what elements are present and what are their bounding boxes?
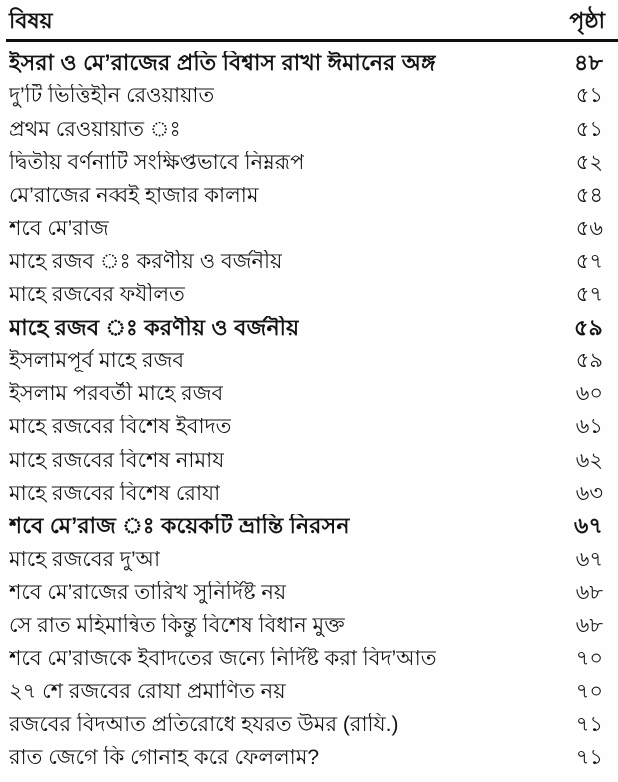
toc-entry	[0, 576, 618, 609]
toc-entry-title: ইসলাম পরবর্তী মাহে রজব	[9, 382, 224, 406]
toc-entry	[0, 245, 618, 278]
toc-entry-title: মাহে রজবের দু’আ	[9, 547, 161, 571]
toc-entry	[0, 377, 618, 410]
toc-entry	[0, 675, 618, 708]
toc-entry-page: ৬০	[575, 382, 603, 406]
toc-entry	[0, 444, 618, 477]
toc-entry	[0, 741, 618, 774]
toc-entry	[0, 278, 618, 311]
toc-entry	[0, 311, 618, 344]
toc-entry-page: ৫৪	[575, 183, 603, 207]
toc-entry-title: মাহে রজবের বিশেষ নামায	[9, 448, 225, 472]
toc-entry	[0, 543, 618, 576]
toc-entry-page: ৬৩	[575, 481, 603, 505]
toc-entry-page: ৫৯	[574, 314, 603, 340]
toc-entry-page: ৫১	[575, 117, 603, 141]
toc-entry	[0, 146, 618, 179]
toc-entry-title: প্রথম রেওয়ায়াত ঃ	[9, 117, 181, 141]
toc-entry	[0, 708, 618, 741]
toc-entry-title: মাহে রজব ঃ করণীয় ও বর্জনীয়	[9, 249, 283, 273]
toc-entry-title: ইসরা ও মে’রাজের প্রতি বিশ্বাস রাখা ঈমানের অঙ্গ	[9, 50, 436, 75]
toc-entry-title: দু’টি ভিত্তিহীন রেওয়ায়াত	[9, 84, 215, 108]
toc-entry-page: ৫৯	[575, 349, 603, 373]
toc-entry-page: ৫১	[575, 84, 603, 108]
toc-entry-title: মাহে রজব ঃ করণীয় ও বর্জনীয়	[9, 315, 300, 340]
toc-entry	[0, 642, 618, 675]
toc-entry-title: মাহে রজবের বিশেষ ইবাদত	[9, 415, 232, 439]
toc-entry-page: ৬৮	[575, 580, 603, 604]
toc-entry-title: রজবের বিদআত প্রতিরোধে হযরত উমর (রাযি.)	[9, 713, 399, 737]
toc-entry-title: শবে মে’রাজ	[9, 216, 109, 240]
toc-entry-page: ৭০	[575, 647, 603, 671]
toc-entry-page: ৬৮	[575, 613, 603, 637]
toc-entry-title: দ্বিতীয় বর্ণনাটি সংক্ষিপ্তভাবে নিম্নরূপ	[9, 150, 305, 174]
toc-entry	[0, 179, 618, 212]
toc-entry	[0, 113, 618, 146]
toc-entry	[0, 477, 618, 510]
toc-entry-page: ৫৭	[575, 283, 603, 307]
toc-entry-page: ৭০	[575, 680, 603, 704]
toc-entry-page: ৫৬	[575, 216, 603, 240]
toc-entry	[0, 344, 618, 377]
toc-entry	[0, 46, 618, 79]
toc-entry-title: ২৭ শে রজবের রোযা প্রমাণিত নয়	[9, 680, 286, 704]
toc-entry-page: ৫৭	[575, 249, 603, 273]
toc-entry-page: ৪৮	[574, 49, 603, 75]
toc-entry-page: ৭১	[575, 746, 603, 770]
toc-entry-title: মাহে রজবের ফযীলত	[9, 283, 185, 307]
toc-entry	[0, 212, 618, 245]
toc-entry-page: ৫২	[575, 150, 603, 174]
toc-entry-title: ইসলামপূর্ব মাহে রজব	[9, 349, 185, 373]
toc-entry-list	[0, 42, 618, 774]
toc-entry-page: ৬৭	[575, 547, 603, 571]
toc-entry	[0, 609, 618, 642]
toc-entry-title: শবে মে’রাজকে ইবাদতের জন্যে নির্দিষ্ট করা বিদ’আত	[9, 647, 437, 671]
toc-entry-title: রাত জেগে কি গোনাহ করে ফেললাম?	[9, 746, 320, 770]
toc-entry-page: ৬২	[575, 448, 603, 472]
toc-entry-page: ৬১	[575, 415, 603, 439]
toc-entry-title: শবে মে’রাজের তারিখ সুনির্দিষ্ট নয়	[9, 580, 287, 604]
page-column-label: পৃষ্ঠা	[569, 8, 605, 33]
toc-entry-title: সে রাত মহিমান্বিত কিন্তু বিশেষ বিধান মুক্ত	[9, 613, 345, 637]
subject-column-label: বিষয়	[9, 8, 53, 33]
toc-entry-title: মে’রাজের নব্বই হাজার কালাম	[9, 183, 259, 207]
toc-entry-title: শবে মে’রাজ ঃ কয়েকটি ভ্রান্তি নিরসন	[9, 514, 350, 539]
toc-header	[6, 7, 618, 42]
toc-entry	[0, 510, 618, 543]
toc-entry-page: ৬৭	[573, 513, 603, 539]
toc-entry	[0, 79, 618, 112]
toc-entry-title: মাহে রজবের বিশেষ রোযা	[9, 481, 221, 505]
toc-entry-page: ৭১	[575, 713, 603, 737]
toc-entry	[0, 410, 618, 443]
